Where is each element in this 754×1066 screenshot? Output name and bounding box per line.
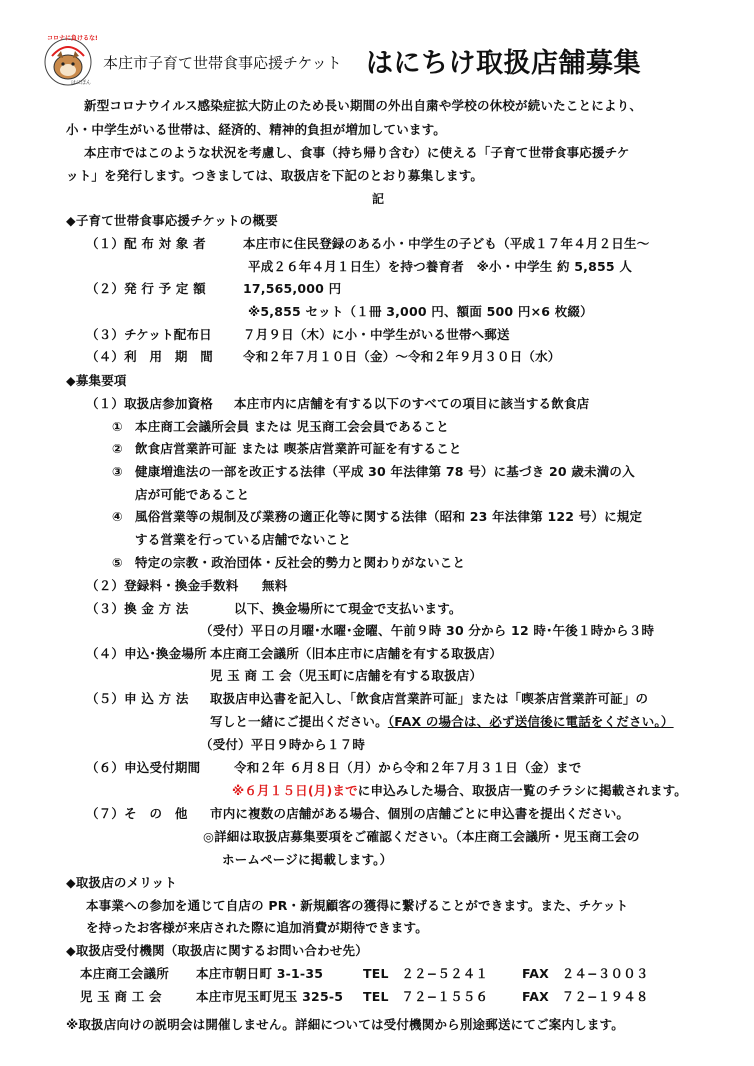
intro-line-1: 新型コロナウイルス感染症拡大防止のため長い期間の外出自粛や学校の休校が続いたことにより、: [84, 98, 643, 113]
recruit-label-2: （２）登録料・換金手数料: [86, 578, 239, 593]
logo-bottom-text: はにぽん: [71, 80, 92, 86]
recruit-cont-3: （受付）平日の月曜･水曜･金曜、午前９時 30 分から 12 時･午後１時から３時: [200, 623, 655, 638]
recruit-note-6: [232, 782, 687, 799]
condition-text-4a: 風俗営業等の規制及び業務の適正化等に関する法律（昭和 23 年法律第 122 号）に規定: [135, 509, 643, 524]
logo-arc-text: コロナに負けるな!: [47, 35, 98, 42]
contact-heading: ◆取扱店受付機関（取扱店に関するお問い合わせ先）: [66, 943, 368, 958]
condition-num-5: ⑤: [112, 555, 123, 570]
overview-label-3: （３）チケット配布日: [86, 327, 212, 342]
footer-note: ※取扱店向けの説明会は開催しません。詳細については受付機関から別途郵送にてご案内します。: [66, 1017, 624, 1032]
condition-text-3b: 店が可能であること: [135, 487, 250, 502]
ki-mark: 記: [372, 192, 385, 206]
condition-num-2: ②: [112, 441, 123, 456]
condition-text-3a: 健康増進法の一部を改正する法律（平成 30 年法律第 78 号）に基づき 20 歳未満の入: [135, 464, 635, 479]
contact-address-2: 本庄市児玉町児玉 325-5: [196, 989, 344, 1004]
intro-line-4: ット」を発行します。つきましては、取扱店を下記のとおり募集します。: [66, 168, 484, 183]
contact-tel-2: TEL ７２−１５５６: [363, 989, 489, 1004]
recruit-cont-5-underline: （FAX の場合は、必ず送信後に電話をください。）: [387, 714, 674, 729]
overview-label-2: （２）発 行 予 定 額: [86, 281, 206, 296]
condition-text-4b: する営業を行っている店舗でないこと: [135, 532, 351, 547]
recruit-label-3: （３）換 金 方 法: [86, 601, 189, 616]
contact-address-1: 本庄市朝日町 3-1-35: [196, 966, 324, 981]
merit-line-1: 本事業への参加を通じて自店の PR・新規顧客の獲得に繋げることができます。また、チケット: [86, 898, 629, 913]
contact-name-2: 児 玉 商 工 会: [80, 989, 162, 1004]
overview-label-1: （１）配 布 対 象 者: [86, 236, 206, 251]
merit-heading: ◆取扱店のメリット: [66, 875, 177, 890]
overview-text-4: 令和２年７月１０日（金）～令和２年９月３０日（水）: [243, 349, 561, 364]
contact-fax-1: FAX ２４−３００３: [522, 966, 649, 981]
overview-text-2: 17,565,000 円: [243, 281, 342, 296]
recruit-cont-5-plain: 写しと一緒にご提出ください。: [210, 714, 388, 729]
recruit-detail-7: ◎詳細は取扱店募集要項をご確認ください。（本庄商工会議所・児玉商工会の: [203, 829, 640, 844]
overview-cont-2: ※5,855 セット（１冊 3,000 円、額面 500 円×6 枚綴）: [248, 304, 593, 319]
condition-text-5: 特定の宗教・政治団体・反社会的勢力と関わりがないこと: [135, 555, 466, 570]
condition-num-4: ④: [112, 509, 123, 524]
condition-num-3: ③: [112, 464, 123, 479]
recruit-text-3: 以下、換金場所にて現金で支払います。: [234, 601, 462, 616]
title-sub: 本庄市子育て世帯食事応援チケット: [103, 54, 342, 72]
recruit-heading: ◆募集要項: [66, 373, 127, 388]
overview-label-4: （４）利 用 期 間: [86, 349, 214, 364]
recruit-label-5: （５）申 込 方 法: [86, 691, 189, 706]
contact-fax-2: FAX ７２−１９４８: [522, 989, 649, 1004]
recruit-text-4: 本庄商工会議所（旧本庄市に店舗を有する取扱店）: [210, 646, 503, 661]
contact-name-1: 本庄商工会議所: [80, 966, 169, 981]
recruit-label-4: （４）申込･換金場所: [86, 646, 207, 661]
recruit-label-7: （７）そ の 他: [86, 806, 188, 821]
deadline-note-red: ※６月１５日(月)まで: [232, 783, 358, 798]
recruit-detail-7b: ホームページに掲載します。）: [222, 852, 393, 867]
overview-text-1: 本庄市に住民登録のある小・中学生の子ども（平成１７年４月２日生～: [243, 236, 650, 251]
overview-text-3: ７月９日（木）に小・中学生がいる世帯へ郵送: [243, 327, 510, 342]
recruit-label-1: （１）取扱店参加資格: [86, 396, 214, 411]
recruit-text-2: 無料: [262, 578, 288, 593]
mascot-logo-icon: [41, 34, 98, 88]
recruit-text-6: 令和２年 ６月８日（月）から令和２年７月３１日（金）まで: [234, 760, 582, 775]
overview-heading: ◆子育て世帯食事応援チケットの概要: [66, 213, 278, 228]
condition-text-1: 本庄商工会議所会員 または 児玉商工会会員であること: [135, 419, 449, 434]
intro-line-3: 本庄市ではこのような状況を考慮し、食事（持ち帰り含む）に使える「子育て世帯食事応援チケ: [84, 145, 630, 160]
recruit-label-6: （６）申込受付期間: [86, 760, 201, 775]
deadline-note-rest: に申込みした場合、取扱店一覧のチラシに掲載されます。: [357, 783, 687, 798]
page-title: はにちけ取扱店舗募集: [366, 48, 641, 79]
recruit-text-5: 取扱店申込書を記入し、「飲食店営業許可証」または「喫茶店営業許可証」の: [210, 691, 649, 706]
overview-cont-1: 平成２６年４月１日生）を持つ養育者 ※小・中学生 約 5,855 人: [248, 259, 633, 274]
intro-line-2: 小・中学生がいる世帯は、経済的、精神的負担が増加しています。: [66, 122, 447, 137]
recruit-text-1: 本庄市内に店舗を有する以下のすべての項目に該当する飲食店: [234, 396, 590, 411]
recruit-cont-5: [210, 713, 674, 730]
merit-line-2: を持ったお客様が来店された際に追加消費が期待できます。: [86, 920, 428, 935]
contact-tel-1: TEL ２２−５２４１: [363, 966, 489, 981]
condition-num-1: ①: [112, 419, 123, 434]
condition-text-2: 飲食店営業許可証 または 喫茶店営業許可証を有すること: [135, 441, 462, 456]
recruit-cont-4: 児 玉 商 工 会（児玉町に店舗を有する取扱店）: [210, 668, 483, 683]
recruit-reception-5: （受付）平日９時から１７時: [200, 737, 366, 752]
recruit-text-7: 市内に複数の店舗がある場合、個別の店舗ごとに申込書を提出ください。: [210, 806, 630, 821]
